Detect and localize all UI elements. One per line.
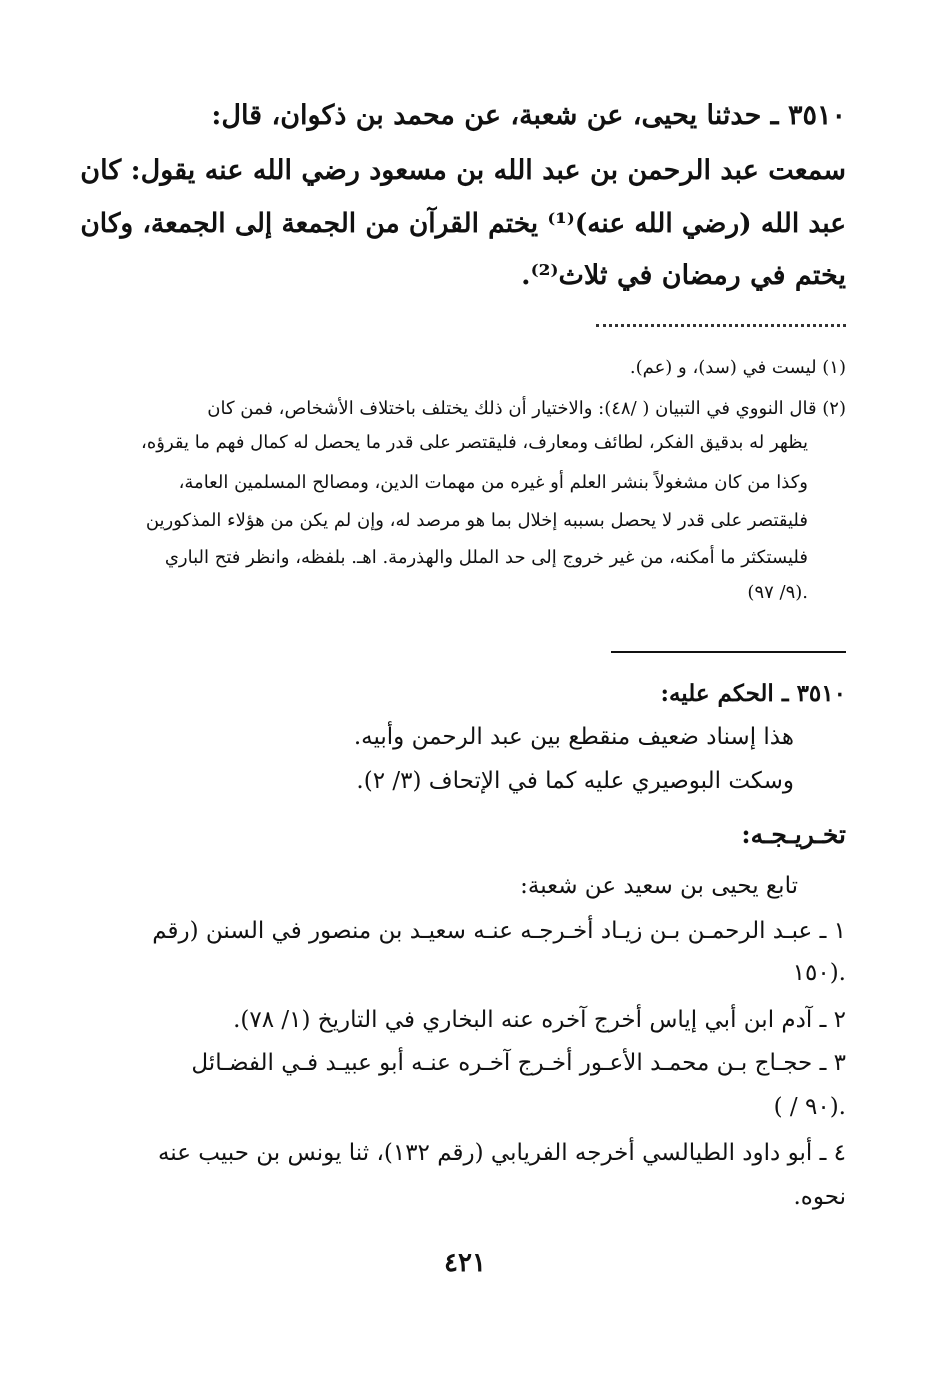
footnote-1: (١) ليست في (سد)، و (عم).	[629, 357, 846, 378]
takhrij-item-1-line-1: ١ ـ عبـد الرحمـن بـن زيـاد أخـرجـه عنـه سعيـد بن منصور في السنن (رقم	[152, 918, 846, 944]
takhrij-item-1-line-2: ١٥٠).	[792, 960, 846, 986]
ruling-line-2: وسكت البوصيري عليه كما في الإتحاف (٣/ ٢).	[356, 768, 794, 794]
footnote-2-line-3: وكذا من كان مشغولاً بنشر العلم أو غيره من مهمات الدين، ومصالح المسلمين العامة،	[178, 472, 808, 493]
ruling-line-1: هذا إسناد ضعيف منقطع بين عبد الرحمن وأبيه.	[353, 724, 794, 750]
hadith-line-1: ٣٥١٠ ـ حدثنا يحيى، عن شعبة، عن محمد بن ذكوان، قال:	[211, 100, 846, 131]
hadith-line-3: عبد الله (رضي الله عنه)⁽¹⁾ يختم القرآن من الجمعة إلى الجمعة، وكان	[80, 208, 846, 239]
takhrij-item-3-line-2: ( / ٩٠).	[773, 1094, 846, 1120]
takhrij-item-4-line-1: ٤ ـ أبو داود الطيالسي أخرجه الفريابي (رقم ١٣٢)، ثنا يونس بن حبيب عنه	[157, 1140, 846, 1166]
hadith-line-4: يختم في رمضان في ثلاث⁽²⁾.	[521, 260, 846, 291]
footnote-2-line-4: فليقتصر على قدر لا يحصل بسببه إخلال بما هو مرصد له، وإن لم يكن من هؤلاء المذكورين	[145, 510, 808, 531]
ruling-heading: ٣٥١٠ ـ الحكم عليه:	[660, 680, 846, 707]
footnote-2-line-2: يظهر له بدقيق الفكر، لطائف ومعارف، فليقتصر على قدر ما يحصل له كمال فهم ما يقرؤه،	[141, 432, 808, 453]
takhrij-item-4-line-2: نحوه.	[793, 1184, 846, 1210]
footnote-2-line-1: (٢) قال النووي في التبيان ( /٤٨): والاختيار أن ذلك يختلف باختلاف الأشخاص، فمن كان	[207, 398, 846, 419]
takhrij-heading: تخـريـجـه:	[741, 820, 846, 849]
takhrij-item-3-line-1: ٣ ـ حجـاج بـن محمـد الأعـور أخـرج آخـره عنـه أبو عبيـد فـي الفضـائل	[191, 1050, 846, 1076]
section-separator	[611, 651, 846, 653]
takhrij-item-2: ٢ ـ آدم ابن أبي إياس أخرج آخره عنه البخاري في التاريخ (١/ ٧٨).	[233, 1007, 846, 1033]
footnote-separator	[596, 324, 846, 327]
footnote-2-line-5: فليستكثر ما أمكنه، من غير خروج إلى حد الملل والهذرمة. اهـ. بلفظه، وانظر فتح الباري	[164, 547, 808, 568]
hadith-line-2: سمعت عبد الرحمن بن عبد الله بن مسعود رضي الله عنه يقول: كان	[80, 155, 846, 186]
footnote-2-line-6: (٩/ ٩٧).	[747, 582, 808, 603]
takhrij-intro: تابع يحيى بن سعيد عن شعبة:	[520, 873, 798, 899]
page-number: ٤٢١	[444, 1248, 486, 1278]
